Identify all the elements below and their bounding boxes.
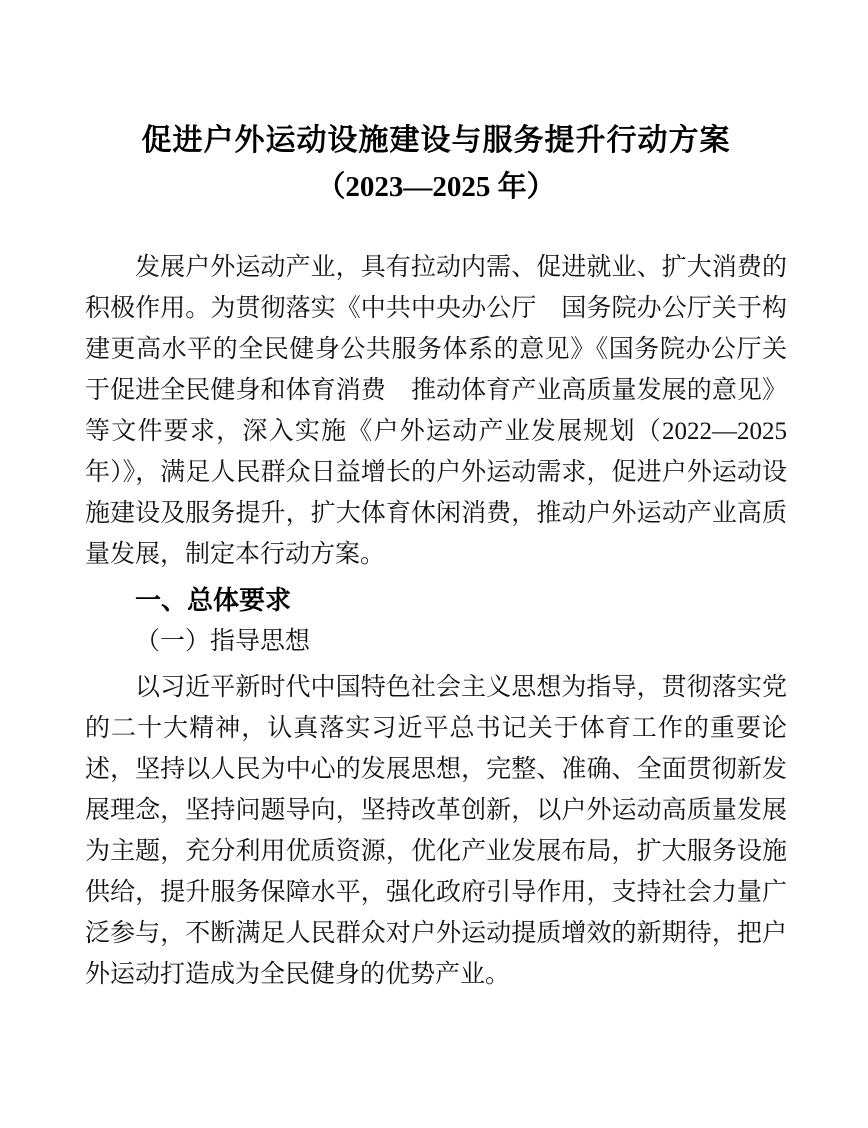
section-1-heading: 一、总体要求 <box>135 585 292 615</box>
document-content <box>85 0 787 995</box>
doc-subtitle: （2023—2025 年） <box>316 171 556 203</box>
section-1-1-subheading: （一）指导思想 <box>135 628 311 655</box>
doc-title: 促进户外运动设施建设与服务提升行动方案 <box>141 124 731 157</box>
intro-paragraph: 发展户外运动产业，具有拉动内需、促进就业、扩大消费的积极作用。为贯彻落实《中共中央办公厅 国务院办公厅关于构建更高水平的全民健身公共服务体系的意见》《国务院办公厅关于促进全民健身和体育消费 推动体育产业高质量发展的意见》等文件要求，深入实施《户外运动产业发展规划（2022—2025 年）》，满足人民群众日益增长的户外运动需求，促进户外运动设施建设及服务提升，扩大体育休闲消费，推动户外运动产业高质量发展，制定本行动方案。 <box>85 254 787 568</box>
doc-title-block <box>85 118 787 210</box>
guiding-ideology-paragraph: 以习近平新时代中国特色社会主义思想为指导，贯彻落实党的二十大精神，认真落实习近平总书记关于体育工作的重要论述，坚持以人民为中心的发展思想，完整、准确、全面贯彻新发展理念，坚持问题导向，坚持改革创新，以户外运动高质量发展为主题，充分利用优质资源，优化产业发展布局，扩大服务设施供给，提升服务保障水平，强化政府引导作用，支持社会力量广泛参与，不断满足人民群众对户外运动提质增效的新期待，把户外运动打造成为全民健身的优势产业。 <box>85 674 787 988</box>
